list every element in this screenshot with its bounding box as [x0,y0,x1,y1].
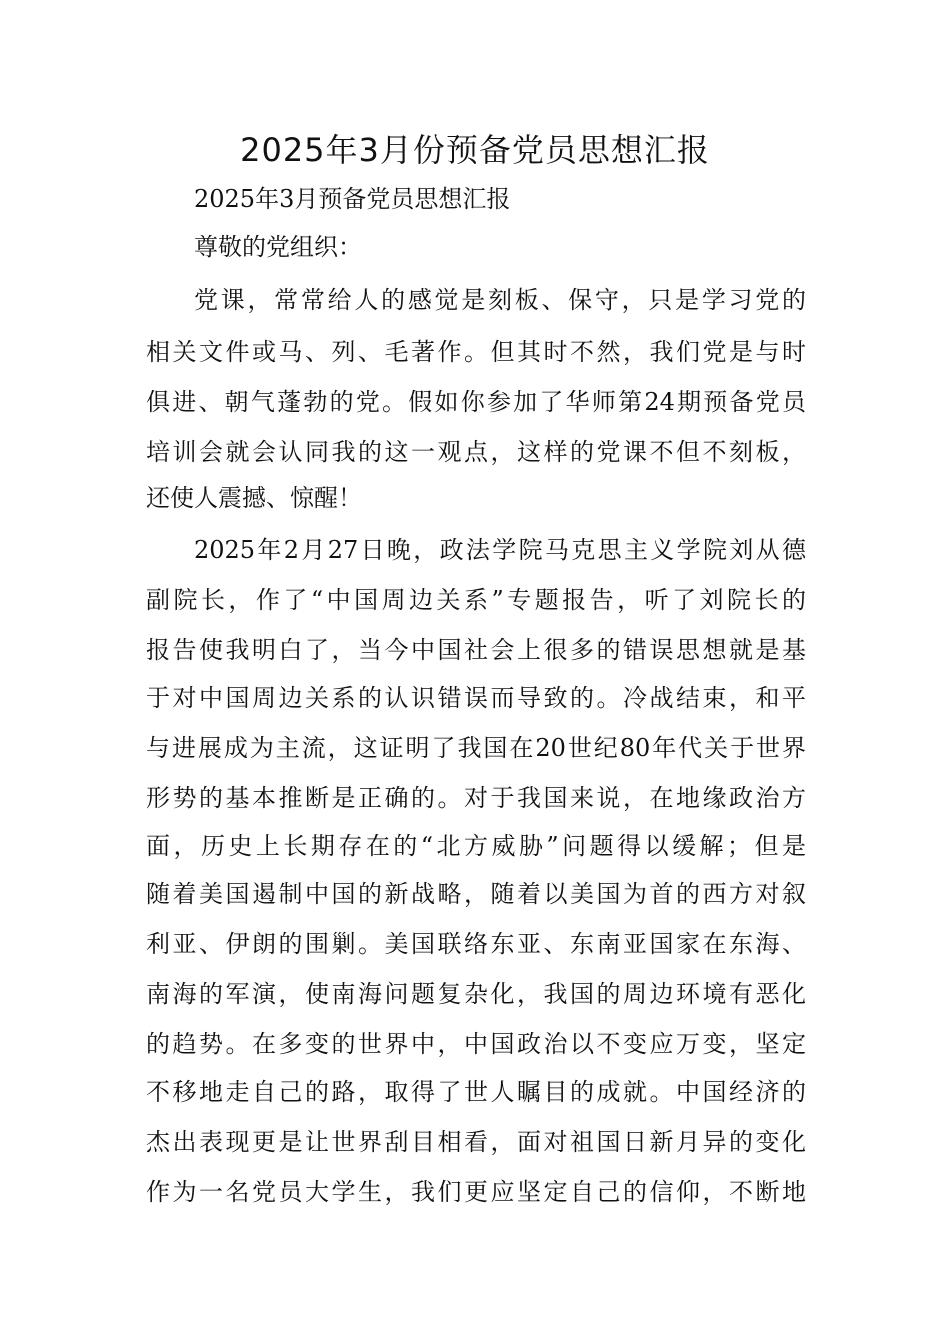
paragraph-2-line: 2025年2月27日晚，政法学院马克思主义学院刘从德 [194,536,806,564]
paragraph-2-line: 杰出表现更是让世界刮目相看，面对祖国日新月异的变化 [146,1128,806,1156]
paragraph-1-line: 党课，常常给人的感觉是刻板、保守，只是学习党的 [194,286,806,314]
paragraph-1-line: 相关文件或马、列、毛著作。但其时不然，我们党是与时 [146,338,806,366]
paragraph-2-line: 于对中国周边关系的认识错误而导致的。冷战结束，和平 [146,684,806,712]
paragraph-2-line: 南海的军演，使南海问题复杂化，我国的周边环境有恶化 [146,980,806,1008]
paragraph-2-line: 形势的基本推断是正确的。对于我国来说，在地缘政治方 [146,784,806,812]
paragraph-2-line: 的趋势。在多变的世界中，中国政治以不变应万变，坚定 [146,1030,806,1058]
salutation: 尊敬的党组织： [194,233,362,261]
document-title: 2025年3月份预备党员思想汇报 [240,131,710,169]
paragraph-1-line: 还使人震撼、惊醒！ [146,484,362,512]
paragraph-1-line: 俱进、朝气蓬勃的党。假如你参加了华师第24期预备党员 [146,388,806,416]
paragraph-2-line: 面，历史上长期存在的“北方威胁”问题得以缓解；但是 [146,832,806,860]
document-subtitle: 2025年3月预备党员思想汇报 [194,185,511,213]
paragraph-2-line: 报告使我明白了，当今中国社会上很多的错误思想就是基 [146,636,806,664]
paragraph-2-line: 作为一名党员大学生，我们更应坚定自己的信仰，不断地 [146,1178,806,1206]
paragraph-2-line: 不移地走自己的路，取得了世人瞩目的成就。中国经济的 [146,1078,806,1106]
paragraph-2-line: 与进展成为主流，这证明了我国在20世纪80年代关于世界 [146,734,806,762]
paragraph-1-line: 培训会就会认同我的这一观点，这样的党课不但不刻板， [146,438,806,466]
paragraph-2-line: 利亚、伊朗的围剿。美国联络东亚、东南亚国家在东海、 [146,930,806,958]
paragraph-2-line: 副院长，作了“中国周边关系”专题报告，听了刘院长的 [146,586,806,614]
paragraph-2-line: 随着美国遏制中国的新战略，随着以美国为首的西方对叙 [146,880,806,908]
